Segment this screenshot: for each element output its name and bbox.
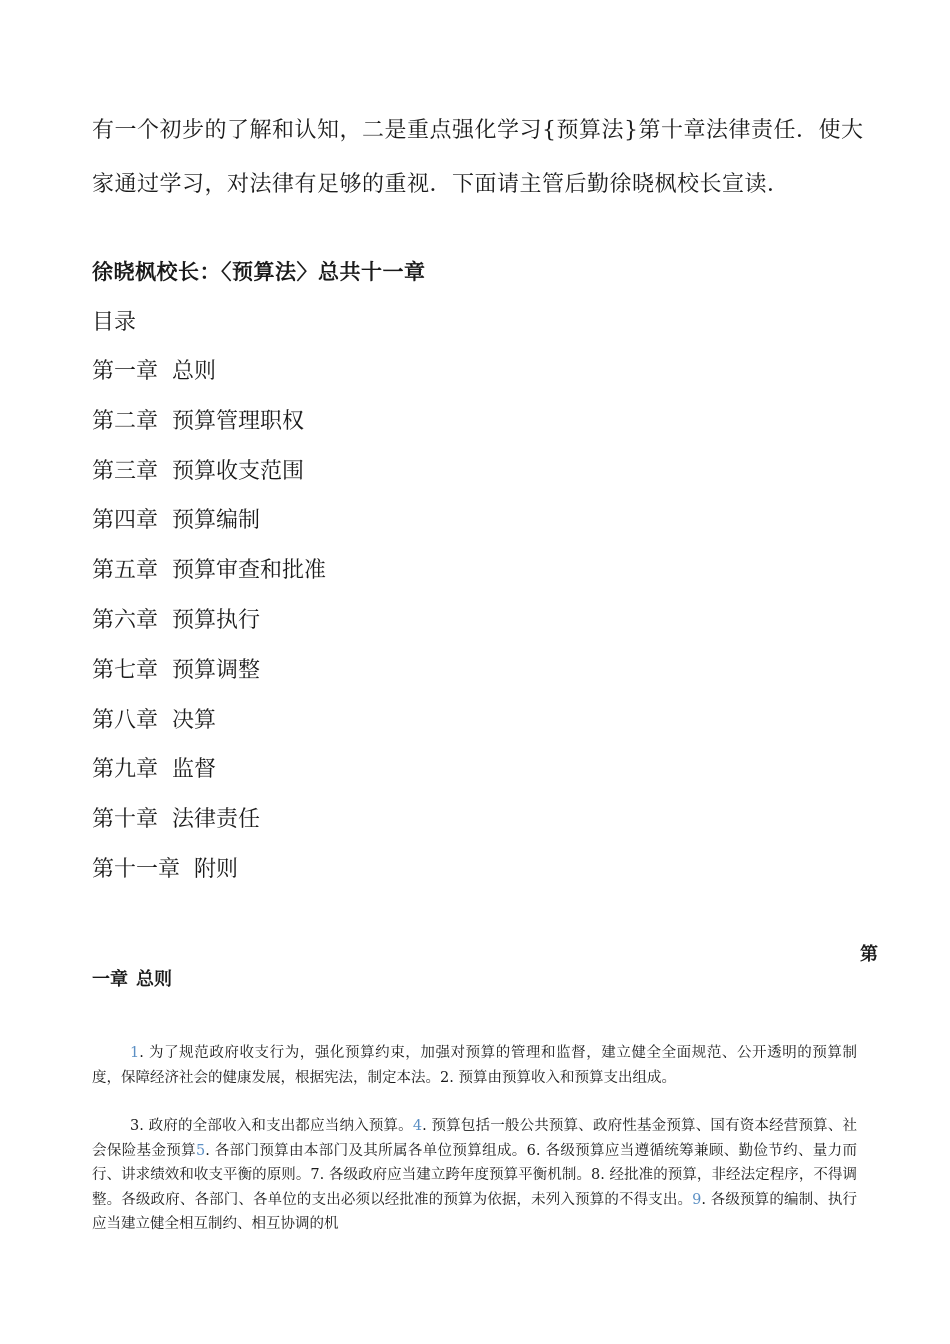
article-number: 4: [412, 1118, 423, 1134]
toc-chapter-name: 预算调整: [172, 657, 261, 683]
toc-item: [92, 605, 326, 655]
intro-paragraph: 有一个初步的了解和认知，二是重点强化学习{预算法}第十章法律责任．使大家通过学习，对法律有足够的重视．下面请主管后勤徐晓枫校长宣读．: [92, 118, 864, 197]
article-paragraph-1: [92, 1041, 857, 1090]
toc-item: [92, 754, 326, 804]
article-text: . 为了规范政府收支行为，强化预算约束，加强对预算的管理和监督，建立健全全面规范、公开透明的预算制度，保障经济社会的健康发展，根据宪法，制定本法。: [92, 1045, 857, 1086]
toc-chapter-name: 法律责任: [172, 807, 261, 833]
toc-chapter-name: 总则: [172, 359, 217, 384]
toc-chapter-number: 第九章: [92, 757, 159, 783]
toc-chapter-name: 监督: [172, 757, 217, 783]
toc-item: [92, 804, 326, 854]
toc-item: [92, 406, 326, 456]
article-text: . 各级政府应当建立跨年度预算平衡机制。: [319, 1167, 592, 1183]
article-text: . 经批准的预算，非经法定程序，不得调整。各级政府、各部门、各单位的支出必须以经批准的预算为依据，未列入预算的不得支出。: [92, 1167, 858, 1208]
article-number: 6: [526, 1142, 536, 1159]
article-number: 3: [130, 1118, 140, 1134]
toc-title: 目录: [92, 310, 137, 335]
toc-item: [92, 456, 326, 506]
toc-chapter-number: 第四章: [92, 508, 159, 534]
article-text: . 预算由预算收入和预算支出组成。: [449, 1069, 676, 1086]
toc-item: [92, 505, 326, 555]
toc-chapter-name: 附则: [194, 856, 239, 882]
article-paragraph-2: [92, 1114, 857, 1237]
toc-chapter-number: 第六章: [92, 607, 159, 633]
toc-chapter-number: 第二章: [92, 408, 159, 434]
toc-chapter-number: 第十章: [92, 807, 159, 833]
article-number: 7: [310, 1167, 320, 1183]
article-text: . 政府的全部收入和支出都应当纳入预算。: [139, 1118, 413, 1134]
toc-chapter-number: 第五章: [92, 558, 159, 584]
article-number: 8: [591, 1167, 601, 1183]
article-text: . 预算包括一般公共预算、政府性基金预算、国有资本经营预算、社会保险基金预算: [92, 1118, 858, 1159]
chapter-heading-number: 一章: [92, 969, 128, 990]
article-text: . 各部门预算由本部门及其所属各单位预算组成。: [205, 1142, 527, 1159]
toc-chapter-name: 预算管理职权: [172, 408, 305, 434]
article-number: 2: [440, 1069, 450, 1086]
toc-item: [92, 854, 326, 904]
toc-item: [92, 705, 326, 755]
table-of-contents: [92, 356, 326, 904]
toc-chapter-number: 第一章: [92, 359, 159, 384]
toc-chapter-number: 第十一章: [92, 856, 181, 882]
toc-item: [92, 655, 326, 705]
toc-chapter-number: 第八章: [92, 707, 159, 733]
toc-chapter-name: 预算执行: [172, 607, 261, 633]
speaker-line: 徐晓枫校长：〈预算法〉总共十一章: [92, 260, 426, 284]
article-number: 5: [195, 1142, 206, 1159]
article-number: 1: [130, 1045, 140, 1061]
toc-chapter-number: 第三章: [92, 458, 159, 484]
article-text: . 各级预算应当遵循统筹兼顾、勤俭节约、量力而行、讲求绩效和收支平衡的原则。: [92, 1142, 858, 1183]
toc-chapter-name: 预算收支范围: [172, 458, 305, 484]
chapter-heading-name: 总则: [136, 969, 172, 990]
toc-chapter-name: 决算: [172, 707, 217, 733]
toc-chapter-name: 预算审查和批准: [172, 558, 327, 584]
toc-chapter-number: 第七章: [92, 657, 159, 683]
toc-item: [92, 555, 326, 605]
article-text: . 各级预算的编制、执行应当建立健全相互制约、相互协调的机: [92, 1191, 858, 1232]
chapter-heading-part-a: 第: [860, 944, 878, 965]
toc-item: [92, 356, 326, 406]
toc-chapter-name: 预算编制: [172, 508, 261, 534]
article-number: 9: [692, 1191, 702, 1208]
chapter-heading-part-b: [92, 967, 172, 993]
